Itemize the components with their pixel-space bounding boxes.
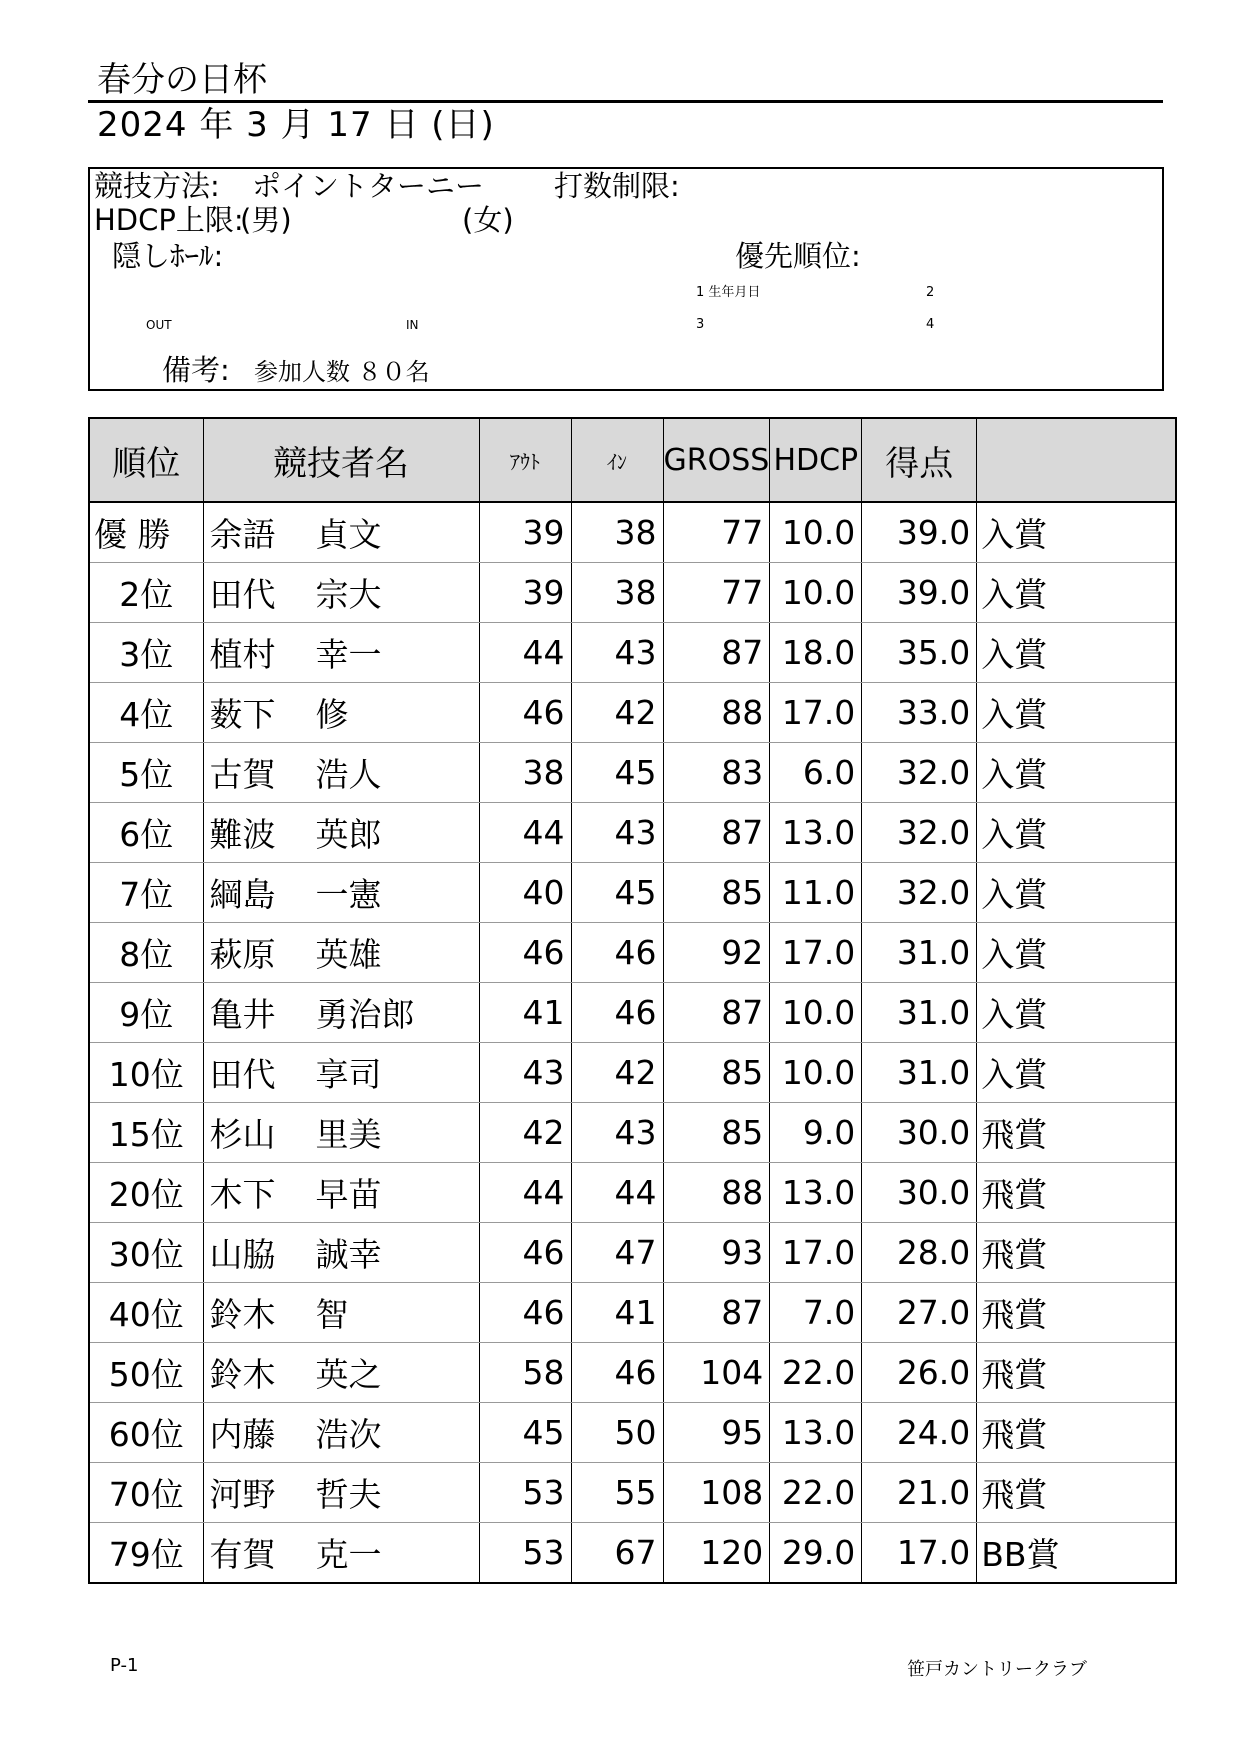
table-row [89,983,1176,1043]
cell-award: 入賞 [977,923,1176,983]
player-family-name: 亀井 [209,995,276,1034]
cell-out: 44 [479,1163,571,1223]
hdcp-limit-female: (女) [462,203,514,237]
table-row [89,683,1176,743]
cell-rank: 優 勝 [89,502,203,563]
cell-player-name [203,1043,479,1103]
priority-label: 優先順位: [735,239,861,273]
cell-hdcp: 10.0 [770,563,862,623]
cell-in: 67 [571,1523,663,1584]
page-number: P-1 [110,1655,139,1676]
cell-in: 38 [571,502,663,563]
cell-score: 32.0 [862,863,977,923]
club-name: 笹戸カントリークラブ [907,1659,1087,1680]
table-row [89,623,1176,683]
cell-score: 28.0 [862,1223,977,1283]
player-family-name: 綱島 [209,875,276,914]
cell-award: 飛賞 [977,1163,1176,1223]
cell-award: 入賞 [977,623,1176,683]
cell-rank: 2位 [89,563,203,623]
cell-out: 43 [479,1043,571,1103]
hidden-out-label: OUT [146,318,172,332]
cell-in: 38 [571,563,663,623]
cell-gross: 93 [663,1223,770,1283]
cell-award: 入賞 [977,983,1176,1043]
cell-hdcp: 13.0 [770,1163,862,1223]
table-row [89,1103,1176,1163]
cell-out: 46 [479,683,571,743]
cell-player-name [203,923,479,983]
table-row [89,1463,1176,1523]
priority-3: 3 [696,317,705,332]
hidden-in-label: IN [406,318,419,332]
cell-hdcp: 13.0 [770,803,862,863]
player-family-name: 河野 [209,1475,276,1514]
table-header-row [89,418,1176,502]
cell-player-name [203,563,479,623]
cell-gross: 77 [663,563,770,623]
cell-score: 21.0 [862,1463,977,1523]
results-table [88,417,1177,1584]
cell-gross: 85 [663,863,770,923]
cell-player-name [203,1103,479,1163]
cell-award: 入賞 [977,803,1176,863]
cell-rank: 7位 [89,863,203,923]
header-award [977,418,1176,502]
player-family-name: 有賀 [209,1535,276,1574]
player-given-name: 浩人 [315,755,382,794]
cell-gross: 120 [663,1523,770,1584]
cell-hdcp: 13.0 [770,1403,862,1463]
cell-award: 飛賞 [977,1403,1176,1463]
cell-out: 39 [479,563,571,623]
table-row [89,1343,1176,1403]
table-row [89,1043,1176,1103]
player-given-name: 享司 [315,1055,382,1094]
cell-hdcp: 9.0 [770,1103,862,1163]
cell-in: 50 [571,1403,663,1463]
event-date: 2024 年 3 月 17 日 (日) [97,105,495,145]
cell-gross: 108 [663,1463,770,1523]
cell-out: 46 [479,1223,571,1283]
cell-out: 44 [479,803,571,863]
cell-hdcp: 10.0 [770,1043,862,1103]
cell-gross: 85 [663,1043,770,1103]
cell-hdcp: 17.0 [770,923,862,983]
cell-hdcp: 11.0 [770,863,862,923]
method-value: ポイントターニー [252,169,485,203]
cell-player-name [203,623,479,683]
cell-gross: 95 [663,1403,770,1463]
cell-in: 43 [571,803,663,863]
player-family-name: 余語 [209,515,276,554]
cell-out: 46 [479,923,571,983]
player-given-name: 一憲 [315,875,382,914]
cell-rank: 15位 [89,1103,203,1163]
cell-in: 42 [571,683,663,743]
header-rank: 順位 [89,418,203,502]
player-given-name: 英之 [315,1355,382,1394]
cell-hdcp: 7.0 [770,1283,862,1343]
cell-score: 24.0 [862,1403,977,1463]
cell-score: 39.0 [862,563,977,623]
cell-award: 飛賞 [977,1343,1176,1403]
cell-rank: 9位 [89,983,203,1043]
player-family-name: 薮下 [209,695,276,734]
player-family-name: 難波 [209,815,276,854]
player-given-name: 誠幸 [315,1235,382,1274]
cell-in: 46 [571,923,663,983]
cell-hdcp: 22.0 [770,1463,862,1523]
cell-score: 17.0 [862,1523,977,1584]
table-row [89,923,1176,983]
cell-score: 31.0 [862,983,977,1043]
table-row [89,502,1176,563]
cell-gross: 104 [663,1343,770,1403]
cell-award: 飛賞 [977,1103,1176,1163]
cell-in: 41 [571,1283,663,1343]
header-gross: GROSS [663,418,770,502]
cell-player-name [203,683,479,743]
cell-score: 31.0 [862,1043,977,1103]
cell-gross: 85 [663,1103,770,1163]
cell-score: 30.0 [862,1163,977,1223]
cell-out: 53 [479,1463,571,1523]
cell-award: 入賞 [977,502,1176,563]
cell-gross: 88 [663,1163,770,1223]
cell-score: 31.0 [862,923,977,983]
cell-in: 47 [571,1223,663,1283]
cell-rank: 70位 [89,1463,203,1523]
cell-award: 入賞 [977,863,1176,923]
cell-award: BB賞 [977,1523,1176,1584]
cell-rank: 5位 [89,743,203,803]
cell-hdcp: 10.0 [770,502,862,563]
cell-player-name [203,1343,479,1403]
player-given-name: 勇治郎 [315,995,415,1034]
stroke-limit-label: 打数制限: [554,169,680,203]
header-hdcp: HDCP [770,418,862,502]
table-row [89,1403,1176,1463]
cell-award: 入賞 [977,743,1176,803]
cell-hdcp: 10.0 [770,983,862,1043]
cell-out: 58 [479,1343,571,1403]
competition-info-box [88,167,1164,391]
player-family-name: 植村 [209,635,276,674]
cell-award: 入賞 [977,563,1176,623]
cell-in: 43 [571,623,663,683]
cell-in: 43 [571,1103,663,1163]
cell-gross: 87 [663,803,770,863]
cell-rank: 4位 [89,683,203,743]
cell-in: 44 [571,1163,663,1223]
cell-out: 46 [479,1283,571,1343]
cell-in: 45 [571,743,663,803]
cell-score: 32.0 [862,803,977,863]
cell-rank: 30位 [89,1223,203,1283]
cell-award: 飛賞 [977,1223,1176,1283]
cell-rank: 20位 [89,1163,203,1223]
cell-player-name [203,1463,479,1523]
player-family-name: 鈴木 [209,1355,276,1394]
cell-gross: 87 [663,1283,770,1343]
player-given-name: 里美 [315,1115,382,1154]
cell-in: 46 [571,1343,663,1403]
cell-award: 入賞 [977,683,1176,743]
cell-gross: 87 [663,983,770,1043]
title-underline [88,100,1163,103]
cell-out: 53 [479,1523,571,1584]
table-row [89,863,1176,923]
cell-hdcp: 17.0 [770,1223,862,1283]
cell-rank: 40位 [89,1283,203,1343]
table-row [89,743,1176,803]
cell-score: 33.0 [862,683,977,743]
cell-award: 入賞 [977,1043,1176,1103]
player-family-name: 鈴木 [209,1295,276,1334]
cell-player-name [203,863,479,923]
method-label: 競技方法: [94,169,220,203]
document-title: 春分の日杯 [97,60,267,100]
cell-rank: 10位 [89,1043,203,1103]
player-given-name: 克一 [315,1535,382,1574]
player-given-name: 宗大 [315,575,382,614]
table-row [89,1523,1176,1584]
cell-out: 38 [479,743,571,803]
cell-rank: 50位 [89,1343,203,1403]
cell-hdcp: 29.0 [770,1523,862,1584]
cell-score: 35.0 [862,623,977,683]
cell-hdcp: 6.0 [770,743,862,803]
cell-score: 27.0 [862,1283,977,1343]
header-score: 得点 [862,418,977,502]
cell-rank: 3位 [89,623,203,683]
player-given-name: 幸一 [315,635,382,674]
player-given-name: 浩次 [315,1415,382,1454]
cell-gross: 88 [663,683,770,743]
cell-rank: 60位 [89,1403,203,1463]
cell-out: 41 [479,983,571,1043]
table-row [89,1163,1176,1223]
cell-player-name [203,1523,479,1584]
player-given-name: 早苗 [315,1175,382,1214]
player-given-name: 英雄 [315,935,382,974]
priority-1: 1 生年月日 [696,285,761,300]
cell-gross: 77 [663,502,770,563]
player-family-name: 内藤 [209,1415,276,1454]
cell-in: 42 [571,1043,663,1103]
cell-out: 45 [479,1403,571,1463]
cell-rank: 8位 [89,923,203,983]
cell-player-name [203,502,479,563]
cell-hdcp: 17.0 [770,683,862,743]
header-out: ｱｳﾄ [479,418,571,502]
cell-award: 飛賞 [977,1463,1176,1523]
table-row [89,563,1176,623]
cell-score: 30.0 [862,1103,977,1163]
priority-2: 2 [926,285,935,300]
table-row [89,1223,1176,1283]
player-given-name: 修 [315,695,349,734]
header-in: ｲﾝ [571,418,663,502]
table-row [89,1283,1176,1343]
cell-gross: 87 [663,623,770,683]
player-family-name: 古賀 [209,755,276,794]
cell-out: 42 [479,1103,571,1163]
cell-hdcp: 22.0 [770,1343,862,1403]
player-family-name: 萩原 [209,935,276,974]
cell-gross: 92 [663,923,770,983]
header-name: 競技者名 [203,418,479,502]
priority-4: 4 [926,317,935,332]
player-given-name: 英郎 [315,815,382,854]
player-given-name: 智 [315,1295,349,1334]
cell-player-name [203,1403,479,1463]
cell-out: 40 [479,863,571,923]
cell-player-name [203,983,479,1043]
cell-in: 55 [571,1463,663,1523]
cell-gross: 83 [663,743,770,803]
player-given-name: 哲夫 [315,1475,382,1514]
remarks-value: 参加人数 ８０名 [254,358,430,386]
cell-hdcp: 18.0 [770,623,862,683]
player-family-name: 山脇 [209,1235,276,1274]
cell-award: 飛賞 [977,1283,1176,1343]
cell-score: 39.0 [862,502,977,563]
player-given-name: 貞文 [315,515,382,554]
table-row [89,803,1176,863]
player-family-name: 田代 [209,575,276,614]
hdcp-limit-male: (男) [240,203,292,237]
cell-out: 39 [479,502,571,563]
remarks-label: 備考: [162,353,230,387]
cell-rank: 6位 [89,803,203,863]
hidden-holes-label: 隠しﾎｰﾙ: [112,239,224,273]
cell-in: 45 [571,863,663,923]
player-family-name: 杉山 [209,1115,276,1154]
player-family-name: 田代 [209,1055,276,1094]
cell-player-name [203,743,479,803]
cell-player-name [203,1223,479,1283]
cell-player-name [203,803,479,863]
cell-player-name [203,1283,479,1343]
hdcp-limit-label: HDCP上限: [94,203,244,237]
cell-score: 26.0 [862,1343,977,1403]
player-family-name: 木下 [209,1175,276,1214]
cell-out: 44 [479,623,571,683]
cell-rank: 79位 [89,1523,203,1584]
cell-score: 32.0 [862,743,977,803]
cell-in: 46 [571,983,663,1043]
cell-player-name [203,1163,479,1223]
